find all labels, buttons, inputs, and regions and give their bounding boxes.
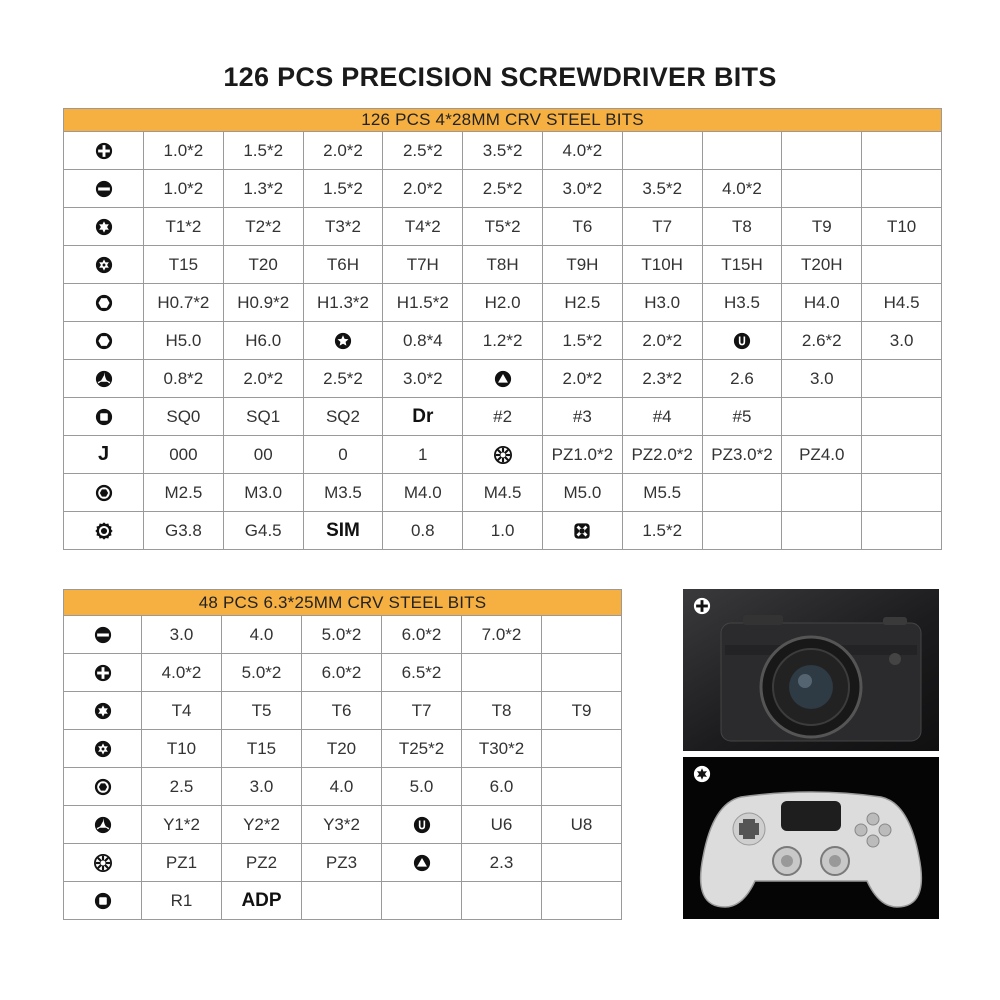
bit-cell: [382, 844, 462, 882]
bit-size-cell: 6.0*2: [302, 654, 382, 692]
pozidriv-icon: [94, 854, 112, 872]
row-type-cell: [64, 692, 142, 730]
bit-size-cell: PZ2: [222, 844, 302, 882]
row-type-cell: [64, 360, 144, 398]
bit-size-cell: 00: [223, 436, 303, 474]
empty-cell: [782, 512, 862, 550]
camera-illustration: [683, 589, 939, 751]
bit-size-cell: T15: [222, 730, 302, 768]
bit-size-cell: T30*2: [462, 730, 542, 768]
bit-size-cell: 0.8*2: [144, 360, 224, 398]
bit-size-cell: #3: [542, 398, 622, 436]
bit-size-cell: T10: [142, 730, 222, 768]
bit-size-cell: H1.3*2: [303, 284, 383, 322]
bit-size-cell: 1.0: [463, 512, 543, 550]
hex-socket-icon: [94, 778, 112, 796]
bit-size-cell: 1.0*2: [144, 170, 224, 208]
empty-cell: [782, 170, 862, 208]
bit-size-cell: 2.6*2: [782, 322, 862, 360]
empty-cell: [542, 768, 622, 806]
empty-cell: [542, 882, 622, 920]
phillips-icon: [95, 142, 113, 160]
table-row: [64, 692, 622, 730]
bit-size-cell: T15: [144, 246, 224, 284]
bit-size-cell: T7: [622, 208, 702, 246]
bit-size-cell: SQ2: [303, 398, 383, 436]
bit-size-cell: U8: [542, 806, 622, 844]
camera-photo: [683, 589, 939, 751]
bit-size-cell: H4.0: [782, 284, 862, 322]
bit-size-cell: T6H: [303, 246, 383, 284]
empty-cell: [862, 132, 942, 170]
bit-cell: [382, 806, 462, 844]
u-type-icon: [413, 816, 431, 834]
row-type-cell: [64, 512, 144, 550]
bit-size-cell: PZ4.0: [782, 436, 862, 474]
bit-size-cell: T7H: [383, 246, 463, 284]
bit-size-cell: H6.0: [223, 322, 303, 360]
empty-cell: [542, 730, 622, 768]
bit-size-cell: T20: [223, 246, 303, 284]
bit-size-cell: 2.0*2: [223, 360, 303, 398]
bit-size-cell: H2.0: [463, 284, 543, 322]
table-row: [64, 882, 622, 920]
torx-icon: [95, 218, 113, 236]
row-type-cell: [64, 806, 142, 844]
empty-cell: [702, 132, 782, 170]
bit-size-cell: T2*2: [223, 208, 303, 246]
row-type-cell: [64, 170, 144, 208]
bit-size-cell: T9: [782, 208, 862, 246]
bit-size-cell: M3.0: [223, 474, 303, 512]
pozidriv-icon: [494, 446, 512, 464]
bit-size-cell: H5.0: [144, 322, 224, 360]
table-row: [64, 284, 942, 322]
empty-cell: [542, 844, 622, 882]
empty-cell: [862, 436, 942, 474]
bit-size-cell: 1.5*2: [303, 170, 383, 208]
bit-size-cell: G3.8: [144, 512, 224, 550]
bit-size-cell: 3.0*2: [542, 170, 622, 208]
bit-size-cell: T6: [302, 692, 382, 730]
row-type-cell: [64, 208, 144, 246]
bit-size-cell: 0.8: [383, 512, 463, 550]
bit-size-cell: Y3*2: [302, 806, 382, 844]
star-icon: [693, 765, 711, 783]
bit-cell: [542, 512, 622, 550]
gamepad-photo: [683, 757, 939, 919]
bit-size-cell: H3.0: [622, 284, 702, 322]
bit-size-cell: T10: [862, 208, 942, 246]
table-row: [64, 768, 622, 806]
bit-size-cell: Dr: [383, 398, 463, 436]
row-type-cell: [64, 246, 144, 284]
phillips-icon: [94, 664, 112, 682]
bit-size-cell: T5*2: [463, 208, 543, 246]
table-row: [64, 844, 622, 882]
table-row: [64, 208, 942, 246]
bit-size-cell: M3.5: [303, 474, 383, 512]
square-icon: [94, 892, 112, 910]
bit-size-cell: PZ1: [142, 844, 222, 882]
empty-cell: [782, 474, 862, 512]
bit-size-cell: H3.5: [702, 284, 782, 322]
table-row: [64, 806, 622, 844]
bit-size-cell: 1: [383, 436, 463, 474]
table-row: [64, 474, 942, 512]
bit-cell: [702, 322, 782, 360]
bit-size-cell: T8: [462, 692, 542, 730]
empty-cell: [862, 474, 942, 512]
bit-size-cell: 2.0*2: [383, 170, 463, 208]
row-type-cell: [64, 322, 144, 360]
empty-cell: [382, 882, 462, 920]
bit-size-cell: T20: [302, 730, 382, 768]
table-row: [64, 170, 942, 208]
hex-socket-icon: [95, 484, 113, 502]
triangle-icon: [494, 370, 512, 388]
bit-size-cell: G4.5: [223, 512, 303, 550]
pentalobe-icon: [334, 332, 352, 350]
table-row: [64, 654, 622, 692]
bit-size-cell: 6.5*2: [382, 654, 462, 692]
bit-size-cell: PZ3.0*2: [702, 436, 782, 474]
bit-size-cell: R1: [142, 882, 222, 920]
empty-cell: [702, 512, 782, 550]
bit-size-cell: T8H: [463, 246, 543, 284]
empty-cell: [782, 398, 862, 436]
bit-size-cell: 1.5*2: [542, 322, 622, 360]
empty-cell: [862, 246, 942, 284]
table-6.3x25mm-bits: [63, 589, 622, 920]
bit-size-cell: 0: [303, 436, 383, 474]
bit-size-cell: 4.0*2: [702, 170, 782, 208]
row-type-cell: [64, 882, 142, 920]
cross-square-icon: [573, 522, 591, 540]
bit-size-cell: 2.3: [462, 844, 542, 882]
hex-icon: [95, 294, 113, 312]
bit-size-cell: 1.2*2: [463, 322, 543, 360]
bit-size-cell: T9: [542, 692, 622, 730]
bit-size-cell: T8: [702, 208, 782, 246]
bit-size-cell: M4.0: [383, 474, 463, 512]
row-type-cell: [64, 730, 142, 768]
bit-size-cell: 3.0: [222, 768, 302, 806]
bit-size-cell: M4.5: [463, 474, 543, 512]
bit-size-cell: #5: [702, 398, 782, 436]
bit-cell: [463, 436, 543, 474]
bit-size-cell: 2.5: [142, 768, 222, 806]
bit-size-cell: H1.5*2: [383, 284, 463, 322]
bit-size-cell: 2.0*2: [542, 360, 622, 398]
table-row: [64, 322, 942, 360]
empty-cell: [862, 512, 942, 550]
bit-size-cell: 0.8*4: [383, 322, 463, 360]
torx-icon: [94, 702, 112, 720]
phillips-icon: [693, 597, 711, 615]
slotted-icon: [94, 626, 112, 644]
empty-cell: [782, 132, 862, 170]
bit-size-cell: 6.0: [462, 768, 542, 806]
bit-size-cell: 4.0*2: [542, 132, 622, 170]
bit-size-cell: T9H: [542, 246, 622, 284]
bit-size-cell: 2.5*2: [383, 132, 463, 170]
bit-size-cell: 5.0*2: [222, 654, 302, 692]
triangle-icon: [413, 854, 431, 872]
page-title: 126 PCS PRECISION SCREWDRIVER BITS: [223, 62, 777, 92]
torx-security-icon: [94, 740, 112, 758]
empty-cell: [462, 882, 542, 920]
bit-size-cell: 1.0*2: [144, 132, 224, 170]
row-type-cell: [64, 398, 144, 436]
bit-size-cell: T20H: [782, 246, 862, 284]
bit-size-cell: Y1*2: [142, 806, 222, 844]
bit-size-cell: 3.0: [862, 322, 942, 360]
u-type-icon: [733, 332, 751, 350]
bit-size-cell: 000: [144, 436, 224, 474]
bit-size-cell: 2.0*2: [303, 132, 383, 170]
bit-size-cell: H0.7*2: [144, 284, 224, 322]
bit-size-cell: T4: [142, 692, 222, 730]
bit-size-cell: PZ2.0*2: [622, 436, 702, 474]
row-type-cell: [64, 132, 144, 170]
bit-size-cell: #2: [463, 398, 543, 436]
bit-size-cell: T4*2: [383, 208, 463, 246]
bit-size-cell: PZ1.0*2: [542, 436, 622, 474]
bit-size-cell: SQ1: [223, 398, 303, 436]
row-type-cell: [64, 654, 142, 692]
empty-cell: [862, 398, 942, 436]
torx-security-icon: [95, 256, 113, 274]
empty-cell: [622, 132, 702, 170]
bit-size-cell: 4.0: [302, 768, 382, 806]
bit-size-cell: 4.0*2: [142, 654, 222, 692]
tri-wing-icon: [94, 816, 112, 834]
bit-size-cell: M5.0: [542, 474, 622, 512]
table-row: [64, 132, 942, 170]
bit-size-cell: 6.0*2: [382, 616, 462, 654]
bit-size-cell: H0.9*2: [223, 284, 303, 322]
bit-size-cell: 2.5*2: [303, 360, 383, 398]
empty-cell: [302, 882, 382, 920]
bit-size-cell: U6: [462, 806, 542, 844]
bit-size-cell: T6: [542, 208, 622, 246]
tri-wing-icon: [95, 370, 113, 388]
empty-cell: [462, 654, 542, 692]
bit-size-cell: 2.6: [702, 360, 782, 398]
bit-size-cell: #4: [622, 398, 702, 436]
bit-size-cell: 3.0: [782, 360, 862, 398]
bit-size-cell: M5.5: [622, 474, 702, 512]
bit-cell: [463, 360, 543, 398]
bit-size-cell: 1.5*2: [223, 132, 303, 170]
row-type-cell: [64, 436, 144, 474]
bit-size-cell: 3.0*2: [383, 360, 463, 398]
gamepad-illustration: [683, 757, 939, 919]
empty-cell: [702, 474, 782, 512]
bit-size-cell: 2.5*2: [463, 170, 543, 208]
empty-cell: [542, 616, 622, 654]
row-type-cell: [64, 844, 142, 882]
bit-size-cell: 1.5*2: [622, 512, 702, 550]
bit-size-cell: 2.3*2: [622, 360, 702, 398]
bit-size-cell: T5: [222, 692, 302, 730]
empty-cell: [862, 360, 942, 398]
bit-size-cell: 7.0*2: [462, 616, 542, 654]
j-type-label: J: [97, 443, 110, 465]
square-icon: [95, 408, 113, 426]
table-row: [64, 616, 622, 654]
row-type-cell: [64, 284, 144, 322]
row-type-cell: [64, 474, 144, 512]
bit-size-cell: 5.0*2: [302, 616, 382, 654]
row-type-cell: [64, 616, 142, 654]
bit-size-cell: 3.5*2: [463, 132, 543, 170]
bit-size-cell: 5.0: [382, 768, 462, 806]
bit-size-cell: 3.5*2: [622, 170, 702, 208]
bit-size-cell: 3.0: [142, 616, 222, 654]
bit-size-cell: H4.5: [862, 284, 942, 322]
bit-size-cell: SIM: [303, 512, 383, 550]
bit-size-cell: 2.0*2: [622, 322, 702, 360]
bit-size-cell: ADP: [222, 882, 302, 920]
table-row: [64, 512, 942, 550]
empty-cell: [862, 170, 942, 208]
table-4x28mm-bits: [63, 108, 942, 550]
gear-socket-icon: [95, 522, 113, 540]
bit-size-cell: T15H: [702, 246, 782, 284]
empty-cell: [542, 654, 622, 692]
table-row: [64, 730, 622, 768]
bit-cell: [303, 322, 383, 360]
bit-size-cell: T10H: [622, 246, 702, 284]
table-row: [64, 360, 942, 398]
table-header: 126 PCS 4*28MM CRV STEEL BITS: [64, 109, 942, 132]
table-header: 48 PCS 6.3*25MM CRV STEEL BITS: [64, 590, 622, 616]
bit-size-cell: PZ3: [302, 844, 382, 882]
table-row: [64, 398, 942, 436]
bit-size-cell: M2.5: [144, 474, 224, 512]
hex-icon: [95, 332, 113, 350]
table-row: [64, 436, 942, 474]
row-type-cell: [64, 768, 142, 806]
bit-size-cell: T25*2: [382, 730, 462, 768]
bit-size-cell: T3*2: [303, 208, 383, 246]
bit-size-cell: Y2*2: [222, 806, 302, 844]
slotted-icon: [95, 180, 113, 198]
bit-size-cell: 4.0: [222, 616, 302, 654]
bit-size-cell: SQ0: [144, 398, 224, 436]
table-row: [64, 246, 942, 284]
bit-size-cell: H2.5: [542, 284, 622, 322]
bit-size-cell: 1.3*2: [223, 170, 303, 208]
bit-size-cell: T1*2: [144, 208, 224, 246]
bit-size-cell: T7: [382, 692, 462, 730]
